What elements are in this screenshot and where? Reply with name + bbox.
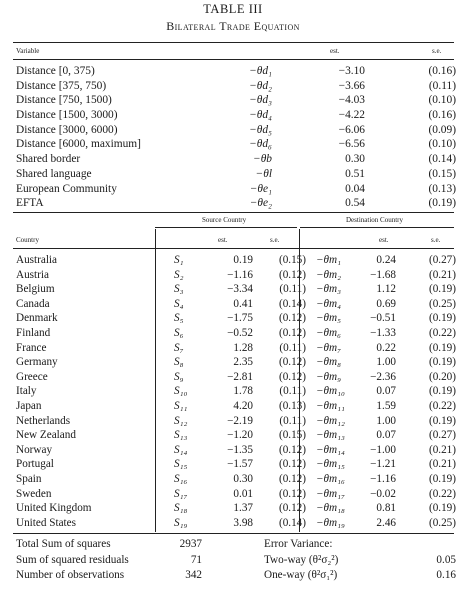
country-row	[16, 341, 456, 356]
country-header-rule	[13, 248, 454, 249]
variable-label: Distance [0, 375)	[16, 65, 95, 77]
source-est: 0.30	[233, 472, 253, 485]
country-name: Italy	[16, 385, 37, 398]
source-symbol: S₁₀	[174, 385, 188, 398]
source-symbol: S₆	[174, 326, 184, 339]
destination-se: (0.19)	[428, 472, 456, 485]
variable-row	[16, 182, 456, 197]
country-name: Canada	[16, 297, 50, 310]
country-name: Belgium	[16, 283, 55, 296]
summary-label: Sum of squared residuals	[16, 553, 129, 566]
variable-symbol: −θd₅	[249, 123, 272, 136]
destination-est: 0.69	[376, 297, 396, 310]
country-row	[16, 370, 456, 385]
country-row	[16, 414, 456, 429]
summary-label: Number of observations	[16, 569, 125, 581]
destination-symbol: −θm₉	[316, 370, 342, 383]
source-se: (0.14)	[278, 516, 306, 529]
country-name: Spain	[16, 472, 42, 485]
source-symbol: S₁₁	[174, 399, 188, 412]
source-se: (0.12)	[278, 443, 306, 456]
destination-est: 1.12	[376, 283, 396, 296]
source-country-header: Source Country	[202, 216, 247, 224]
variable-row	[16, 196, 456, 211]
destination-symbol: −θm₁₂	[316, 414, 345, 427]
source-se: (0.12)	[278, 370, 306, 383]
destination-symbol: −θm₁₇	[316, 487, 345, 500]
destination-se: (0.21)	[428, 443, 456, 456]
source-est: 1.78	[233, 385, 253, 398]
source-se: (0.11)	[279, 385, 306, 398]
est-header: est.	[330, 47, 340, 55]
source-est: 0.19	[233, 254, 253, 266]
source-symbol: S₁₉	[174, 516, 188, 529]
destination-est: 0.07	[376, 429, 396, 442]
country-row	[16, 428, 456, 443]
destination-symbol: −θm₃	[316, 283, 342, 296]
country-name: Greece	[16, 370, 48, 383]
source-est: −2.19	[227, 414, 253, 427]
country-name: Australia	[16, 254, 58, 266]
variable-symbol: −θd₁	[249, 65, 272, 77]
source-se: (0.12)	[278, 356, 306, 369]
destination-est: −1.21	[370, 458, 396, 471]
country-name: Denmark	[16, 312, 58, 325]
country-name: Germany	[16, 356, 58, 369]
country-row	[16, 516, 456, 531]
destination-est-header: est.	[379, 236, 389, 244]
source-est: 2.35	[233, 356, 253, 369]
destination-se: (0.22)	[428, 326, 456, 339]
country-name: Austria	[16, 268, 49, 281]
summary-row	[16, 568, 456, 584]
source-symbol: S₃	[174, 283, 184, 296]
country-row	[16, 355, 456, 370]
error-variance-value: 0.16	[436, 569, 456, 581]
source-se: (0.12)	[278, 502, 306, 515]
destination-se: (0.20)	[428, 370, 456, 383]
destination-est: −1.00	[370, 443, 396, 456]
variable-se: (0.10)	[428, 94, 456, 107]
destination-symbol: −θm₁₉	[316, 516, 345, 529]
source-est: 1.28	[233, 341, 253, 354]
country-row	[16, 297, 456, 312]
destination-symbol: −θm₁₀	[316, 385, 345, 398]
source-est: −1.20	[227, 429, 253, 442]
country-name: Japan	[16, 399, 42, 412]
country-name: Portugal	[16, 458, 54, 471]
source-se: (0.13)	[278, 399, 306, 412]
variable-row	[16, 64, 456, 79]
destination-est: 1.00	[376, 356, 396, 369]
source-symbol: S₈	[174, 356, 184, 369]
country-row	[16, 457, 456, 472]
variable-symbol: −θd₃	[249, 94, 272, 107]
destination-symbol: −θm₈	[316, 356, 342, 369]
destination-symbol: −θm₆	[316, 326, 342, 339]
destination-se: (0.27)	[428, 254, 456, 266]
destination-se: (0.21)	[428, 458, 456, 471]
summary-row	[16, 553, 456, 569]
source-se: (0.12)	[278, 326, 306, 339]
variable-row	[16, 152, 456, 167]
source-est: −1.57	[227, 458, 253, 471]
variable-symbol: −θl	[255, 167, 272, 180]
variable-label: Distance [375, 750)	[16, 79, 107, 92]
destination-est: 0.24	[376, 254, 396, 266]
variable-symbol: −θe₁	[249, 182, 272, 195]
destination-se: (0.22)	[428, 487, 456, 500]
variable-se: (0.11)	[428, 79, 456, 92]
source-est: −0.52	[227, 326, 253, 339]
variable-est: −6.56	[338, 138, 365, 151]
variable-label: Distance [1500, 3000)	[16, 109, 118, 122]
variable-symbol: −θe₂	[249, 197, 272, 210]
source-est: −1.16	[227, 268, 253, 281]
source-est: −3.34	[227, 283, 253, 296]
section-rule	[13, 212, 454, 213]
country-row	[16, 253, 456, 268]
destination-symbol: −θm₁₆	[316, 472, 345, 485]
source-symbol: S₁₄	[174, 443, 188, 456]
destination-se: (0.25)	[428, 297, 456, 310]
source-se: (0.14)	[278, 297, 306, 310]
country-name: Finland	[16, 326, 51, 339]
variable-label: Distance [3000, 6000)	[16, 123, 118, 136]
destination-est: 1.00	[376, 414, 396, 427]
destination-se-header: s.e.	[431, 236, 441, 244]
table-subtitle: Bilateral Trade Equation	[166, 19, 300, 33]
source-est: −1.75	[227, 312, 253, 325]
destination-symbol: −θm₁₁	[316, 399, 345, 412]
summary-value: 71	[190, 553, 202, 566]
error-variance-value: 0.05	[436, 553, 456, 566]
variable-est: −3.10	[338, 65, 365, 77]
destination-est: 0.81	[376, 502, 396, 515]
source-est-header: est.	[218, 236, 228, 244]
variable-label: Shared border	[16, 153, 81, 166]
variable-est: 0.04	[345, 182, 365, 195]
source-se: (0.15)	[278, 254, 306, 266]
destination-est: 0.07	[376, 385, 396, 398]
variable-row	[16, 79, 456, 94]
variable-row	[16, 167, 456, 182]
variable-est: −3.66	[338, 79, 365, 92]
variable-se: (0.13)	[428, 182, 456, 195]
country-row	[16, 384, 456, 399]
source-est: 4.20	[233, 399, 253, 412]
destination-se: (0.19)	[428, 414, 456, 427]
variable-symbol: −θb	[253, 153, 272, 166]
variable-label: Distance [750, 1500)	[16, 94, 112, 107]
destination-symbol: −θm₁₃	[316, 429, 345, 442]
destination-symbol: −θm₅	[316, 312, 342, 325]
destination-se: (0.25)	[428, 516, 456, 529]
variable-se: (0.15)	[428, 167, 456, 180]
variable-row	[16, 108, 456, 123]
country-name: New Zealand	[16, 429, 76, 442]
source-est: 3.98	[233, 516, 253, 529]
variable-row	[16, 137, 456, 152]
country-name: France	[16, 341, 47, 354]
destination-symbol: −θm₁	[316, 254, 342, 266]
source-symbol: S₁₇	[174, 487, 188, 500]
source-se: (0.12)	[278, 472, 306, 485]
destination-se: (0.21)	[428, 268, 456, 281]
source-se: (0.11)	[279, 341, 306, 354]
variable-header: Variable	[16, 47, 40, 55]
source-symbol: S₅	[174, 312, 184, 325]
destination-symbol: −θm₁₈	[316, 502, 345, 515]
destination-se: (0.19)	[428, 283, 456, 296]
variable-est: −4.22	[338, 109, 365, 122]
header-rule	[13, 59, 454, 60]
source-rule	[155, 227, 297, 228]
country-row	[16, 326, 456, 341]
destination-symbol: −θm₁₄	[316, 443, 345, 456]
destination-se: (0.19)	[428, 356, 456, 369]
destination-symbol: −θm₂	[316, 268, 342, 281]
error-variance-label: Error Variance:	[264, 538, 333, 550]
country-row	[16, 399, 456, 414]
variable-est: −6.06	[338, 123, 365, 136]
source-se: (0.12)	[278, 487, 306, 500]
destination-est: 1.59	[376, 399, 396, 412]
variable-label: European Community	[16, 182, 117, 195]
variable-est: 0.30	[345, 153, 365, 166]
source-symbol: S₁₂	[174, 414, 188, 427]
variable-label: Distance [6000, maximum]	[16, 138, 141, 151]
source-est: −2.81	[227, 370, 253, 383]
country-row	[16, 487, 456, 502]
destination-country-header: Destination Country	[346, 216, 403, 224]
table-title: TABLE III	[203, 2, 263, 16]
source-symbol: S₁₅	[174, 458, 188, 471]
country-name: Norway	[16, 443, 53, 456]
destination-left-separator	[299, 229, 300, 532]
variable-se: (0.10)	[428, 138, 456, 151]
source-symbol: S₄	[174, 297, 184, 310]
variable-symbol: −θd₂	[249, 79, 272, 92]
destination-est: −0.51	[370, 312, 396, 325]
destination-se: (0.22)	[428, 399, 456, 412]
source-se: (0.12)	[278, 458, 306, 471]
source-est: 0.41	[233, 297, 253, 310]
destination-se: (0.19)	[428, 385, 456, 398]
source-symbol: S₉	[174, 370, 184, 383]
destination-se: (0.19)	[428, 502, 456, 515]
country-name: United Kingdom	[16, 502, 92, 515]
variable-row	[16, 123, 456, 138]
variable-se: (0.19)	[428, 197, 456, 210]
variable-est: −4.03	[338, 94, 365, 107]
variable-est: 0.51	[345, 167, 365, 180]
countries-table	[16, 253, 456, 530]
variable-symbol: −θd₆	[249, 138, 272, 151]
variable-symbol: −θd₄	[249, 109, 272, 122]
variable-label: Shared language	[16, 167, 92, 180]
source-symbol: S₇	[174, 341, 184, 354]
country-row	[16, 282, 456, 297]
country-row	[16, 501, 456, 516]
variable-label: EFTA	[16, 197, 44, 210]
variable-se: (0.16)	[428, 65, 456, 77]
country-row	[16, 268, 456, 283]
destination-se: (0.19)	[428, 312, 456, 325]
summary-value: 342	[185, 569, 202, 581]
country-row	[16, 472, 456, 487]
country-row	[16, 443, 456, 458]
variable-se: (0.09)	[428, 123, 456, 136]
source-left-separator	[155, 229, 156, 532]
country-row	[16, 311, 456, 326]
source-se: (0.11)	[279, 414, 306, 427]
variables-table	[16, 64, 456, 211]
source-symbol: S₁₈	[174, 502, 188, 515]
source-se: (0.12)	[278, 312, 306, 325]
country-name: Sweden	[16, 487, 52, 500]
destination-est: −2.36	[370, 370, 396, 383]
source-se: (0.12)	[278, 268, 306, 281]
se-header: s.e.	[432, 47, 442, 55]
summary-rule	[13, 533, 454, 534]
destination-est: −0.02	[370, 487, 396, 500]
source-symbol: S₁	[174, 254, 184, 266]
summary-table	[16, 537, 456, 584]
summary-row	[16, 537, 456, 553]
destination-symbol: −θm₇	[316, 341, 342, 354]
destination-est: 0.22	[376, 341, 396, 354]
variable-row	[16, 93, 456, 108]
country-header: Country	[16, 236, 39, 244]
destination-se: (0.27)	[428, 429, 456, 442]
destination-se: (0.19)	[428, 341, 456, 354]
top-rule	[13, 42, 454, 43]
country-name: Netherlands	[16, 414, 71, 427]
variable-se: (0.16)	[428, 109, 456, 122]
destination-est: 2.46	[376, 516, 396, 529]
source-est: 0.01	[233, 487, 253, 500]
variable-se: (0.14)	[428, 153, 456, 166]
source-se-header: s.e.	[270, 236, 280, 244]
summary-value: 2937	[179, 538, 202, 550]
destination-rule	[300, 227, 454, 228]
source-est: −1.35	[227, 443, 253, 456]
error-variance-label: Two-way (θ²σ₂²)	[264, 553, 339, 566]
source-symbol: S₂	[174, 268, 184, 281]
country-name: United States	[16, 516, 76, 529]
destination-symbol: −θm₄	[316, 297, 342, 310]
destination-est: −1.68	[370, 268, 396, 281]
variable-est: 0.54	[345, 197, 365, 210]
destination-symbol: −θm₁₅	[316, 458, 345, 471]
source-symbol: S₁₆	[174, 472, 188, 485]
destination-est: −1.33	[370, 326, 396, 339]
error-variance-label: One-way (θ²σ₁²)	[264, 569, 338, 581]
summary-label: Total Sum of squares	[16, 538, 111, 550]
destination-est: −1.16	[370, 472, 396, 485]
source-est: 1.37	[233, 502, 253, 515]
source-se: (0.11)	[279, 283, 306, 296]
source-se: (0.15)	[278, 429, 306, 442]
source-symbol: S₁₃	[174, 429, 188, 442]
